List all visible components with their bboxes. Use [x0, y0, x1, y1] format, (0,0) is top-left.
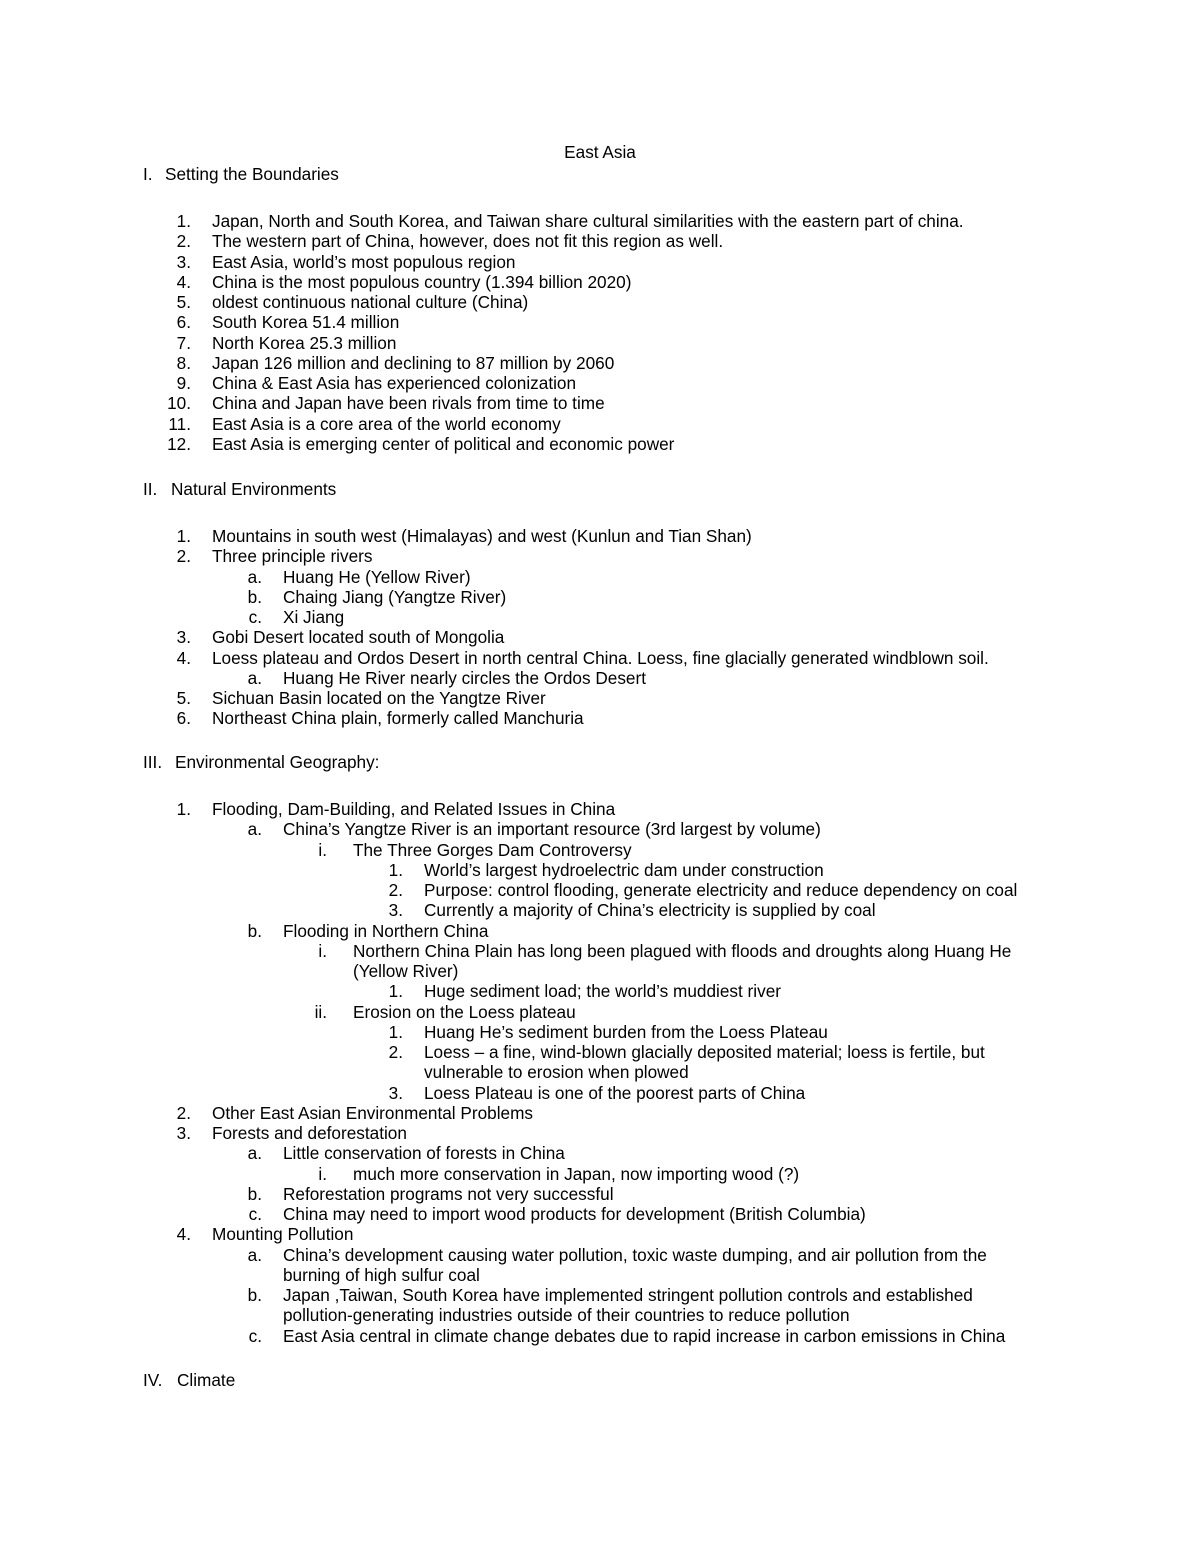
outline-detail-text: Huge sediment load; the world’s muddiest river	[424, 981, 781, 1002]
outline-detail-marker: 3.	[388, 1082, 403, 1103]
outline-item-marker: 1.	[176, 526, 191, 546]
outline-subitem-marker: c.	[248, 1325, 262, 1346]
outline-subsubitem-text: much more conservation in Japan, now importing wood (?)	[353, 1163, 800, 1184]
outline-subitem-marker: a.	[247, 1143, 262, 1164]
outline-item-marker: 10.	[167, 393, 191, 414]
outline-item-text: China and Japan have been rivals from time to time	[212, 393, 605, 414]
section-heading: Climate	[177, 1370, 236, 1390]
outline-subitem-marker: a.	[247, 819, 262, 840]
outline-item-marker: 7.	[176, 332, 191, 353]
section-heading: Environmental Geography:	[175, 752, 380, 772]
outline-subitem-text: Japan ,Taiwan, South Korea have implemented stringent pollution controls and established	[283, 1285, 973, 1305]
section-marker: IV.	[143, 1370, 163, 1390]
document-title: East Asia	[564, 142, 636, 162]
outline-subitem-text: Flooding in Northern China	[283, 920, 489, 941]
outline-item-marker: 1.	[176, 799, 191, 819]
outline-item-text: South Korea 51.4 million	[212, 312, 400, 333]
outline-detail-text: Currently a majority of China’s electricity is supplied by coal	[424, 900, 876, 921]
outline-subitem-marker: a.	[247, 566, 262, 587]
outline-item-text: Forests and deforestation	[212, 1123, 407, 1143]
section-marker: III.	[143, 752, 163, 772]
outline-item-marker: 11.	[168, 413, 191, 434]
outline-item-text: North Korea 25.3 million	[212, 332, 397, 353]
outline-item-marker: 6.	[176, 312, 191, 333]
outline-subitem-text: pollution-generating industries outside of their countries to reduce pollution	[283, 1305, 850, 1326]
outline-item-text: Loess plateau and Ordos Desert in north central China. Loess, fine glacially generated windblown soil.	[212, 647, 989, 668]
outline-subitem-text: East Asia central in climate change debates due to rapid increase in carbon emissions in China	[283, 1325, 1006, 1346]
outline-item-marker: 8.	[176, 352, 191, 373]
outline-item-marker: 6.	[176, 708, 191, 729]
outline-subitem-text: China may need to import wood products for development (British Columbia)	[283, 1204, 866, 1224]
outline-subsubitem-marker: i.	[318, 839, 327, 860]
outline-item-marker: 4.	[176, 647, 191, 668]
outline-item-text: Three principle rivers	[212, 546, 373, 567]
outline-subitem-marker: b.	[247, 1285, 262, 1305]
outline-detail-marker: 1.	[388, 859, 403, 880]
outline-item-text: Northeast China plain, formerly called Manchuria	[212, 708, 584, 729]
outline-subitem-text: Huang He River nearly circles the Ordos Desert	[283, 667, 646, 688]
outline-detail-marker: 2.	[388, 1042, 403, 1062]
outline-detail-marker: 2.	[388, 880, 403, 900]
outline-item-text: Flooding, Dam-Building, and Related Issues in China	[212, 799, 616, 819]
outline-item-marker: 9.	[176, 373, 191, 393]
outline-subitem-text: Xi Jiang	[283, 607, 345, 627]
outline-subsubitem-marker: i.	[318, 1163, 327, 1184]
outline-subitem-marker: a.	[247, 667, 262, 688]
outline-subsubitem-text: Erosion on the Loess plateau	[353, 1001, 576, 1022]
outline-subitem-marker: b.	[247, 1183, 262, 1204]
outline-item-text: East Asia, world’s most populous region	[212, 251, 516, 272]
outline-detail-text: Loess – a fine, wind-blown glacially deposited material; loess is fertile, but	[424, 1042, 985, 1062]
section-marker: II.	[143, 479, 158, 499]
outline-item-text: East Asia is emerging center of political and economic power	[212, 433, 675, 454]
outline-detail-marker: 1.	[388, 981, 403, 1002]
outline-detail-text: vulnerable to erosion when plowed	[424, 1062, 689, 1083]
outline-item-marker: 1.	[176, 211, 191, 231]
outline-subsubitem-text: The Three Gorges Dam Controversy	[353, 839, 632, 860]
outline-subitem-marker: b.	[247, 920, 262, 941]
outline-item-marker: 5.	[176, 292, 191, 312]
outline-detail-text: World’s largest hydroelectric dam under construction	[424, 859, 824, 880]
outline-subsubitem-text: (Yellow River)	[353, 961, 459, 981]
outline-item-text: The western part of China, however, does not fit this region as well.	[212, 231, 724, 252]
outline-item-text: Japan 126 million and declining to 87 million by 2060	[212, 352, 615, 373]
outline-item-text: East Asia is a core area of the world economy	[212, 413, 561, 434]
outline-item-marker: 2.	[176, 1102, 191, 1123]
outline-item-text: China is the most populous country (1.394 billion 2020)	[212, 271, 632, 292]
outline-subitem-text: Chaing Jiang (Yangtze River)	[283, 586, 507, 607]
outline-item-marker: 12.	[167, 433, 191, 454]
outline-subitem-marker: c.	[248, 1204, 262, 1224]
outline-item-marker: 4.	[176, 271, 191, 292]
outline-subitem-marker: b.	[247, 586, 262, 607]
outline-subsubitem-marker: ii.	[314, 1001, 327, 1022]
outline-item-marker: 3.	[176, 627, 191, 648]
section-marker: I.	[143, 164, 153, 184]
section-heading: Natural Environments	[171, 479, 337, 499]
outline-detail-text: Huang He’s sediment burden from the Loess Plateau	[424, 1021, 828, 1042]
outline-item-text: China & East Asia has experienced colonization	[212, 373, 577, 393]
outline-item-text: Mountains in south west (Himalayas) and west (Kunlun and Tian Shan)	[212, 526, 752, 546]
outline-item-marker: 2.	[176, 546, 191, 567]
outline-detail-marker: 1.	[388, 1021, 403, 1042]
outline-item-text: oldest continuous national culture (China)	[212, 292, 529, 312]
outline-subitem-text: Little conservation of forests in China	[283, 1143, 565, 1164]
outline-item-text: Sichuan Basin located on the Yangtze River	[212, 688, 546, 708]
outline-subsubitem-marker: i.	[318, 940, 327, 961]
section-heading: Setting the Boundaries	[165, 164, 339, 184]
outline-detail-text: Loess Plateau is one of the poorest parts of China	[424, 1082, 806, 1103]
outline-subitem-marker: a.	[247, 1244, 262, 1265]
outline-item-marker: 4.	[176, 1224, 191, 1245]
outline-item-text: Other East Asian Environmental Problems	[212, 1102, 533, 1123]
outline-subitem-text: Reforestation programs not very successful	[283, 1183, 614, 1204]
outline-item-text: Mounting Pollution	[212, 1224, 354, 1245]
outline-item-marker: 3.	[176, 1123, 191, 1143]
outline-item-text: Gobi Desert located south of Mongolia	[212, 627, 505, 648]
outline-item-text: Japan, North and South Korea, and Taiwan share cultural similarities with the eastern part of china.	[212, 211, 964, 231]
outline-subitem-text: burning of high sulfur coal	[283, 1264, 480, 1285]
outline-subitem-text: Huang He (Yellow River)	[283, 566, 471, 587]
outline-item-marker: 2.	[176, 231, 191, 252]
outline-item-marker: 3.	[176, 251, 191, 272]
outline-subitem-text: China’s Yangtze River is an important resource (3rd largest by volume)	[283, 819, 821, 840]
outline-subitem-text: China’s development causing water pollution, toxic waste dumping, and air pollution from the	[283, 1244, 987, 1265]
outline-subsubitem-text: Northern China Plain has long been plagued with floods and droughts along Huang He	[353, 940, 1012, 961]
outline-subitem-marker: c.	[248, 607, 262, 627]
outline-detail-marker: 3.	[388, 900, 403, 921]
outline-item-marker: 5.	[176, 688, 191, 708]
outline-detail-text: Purpose: control flooding, generate electricity and reduce dependency on coal	[424, 880, 1018, 900]
